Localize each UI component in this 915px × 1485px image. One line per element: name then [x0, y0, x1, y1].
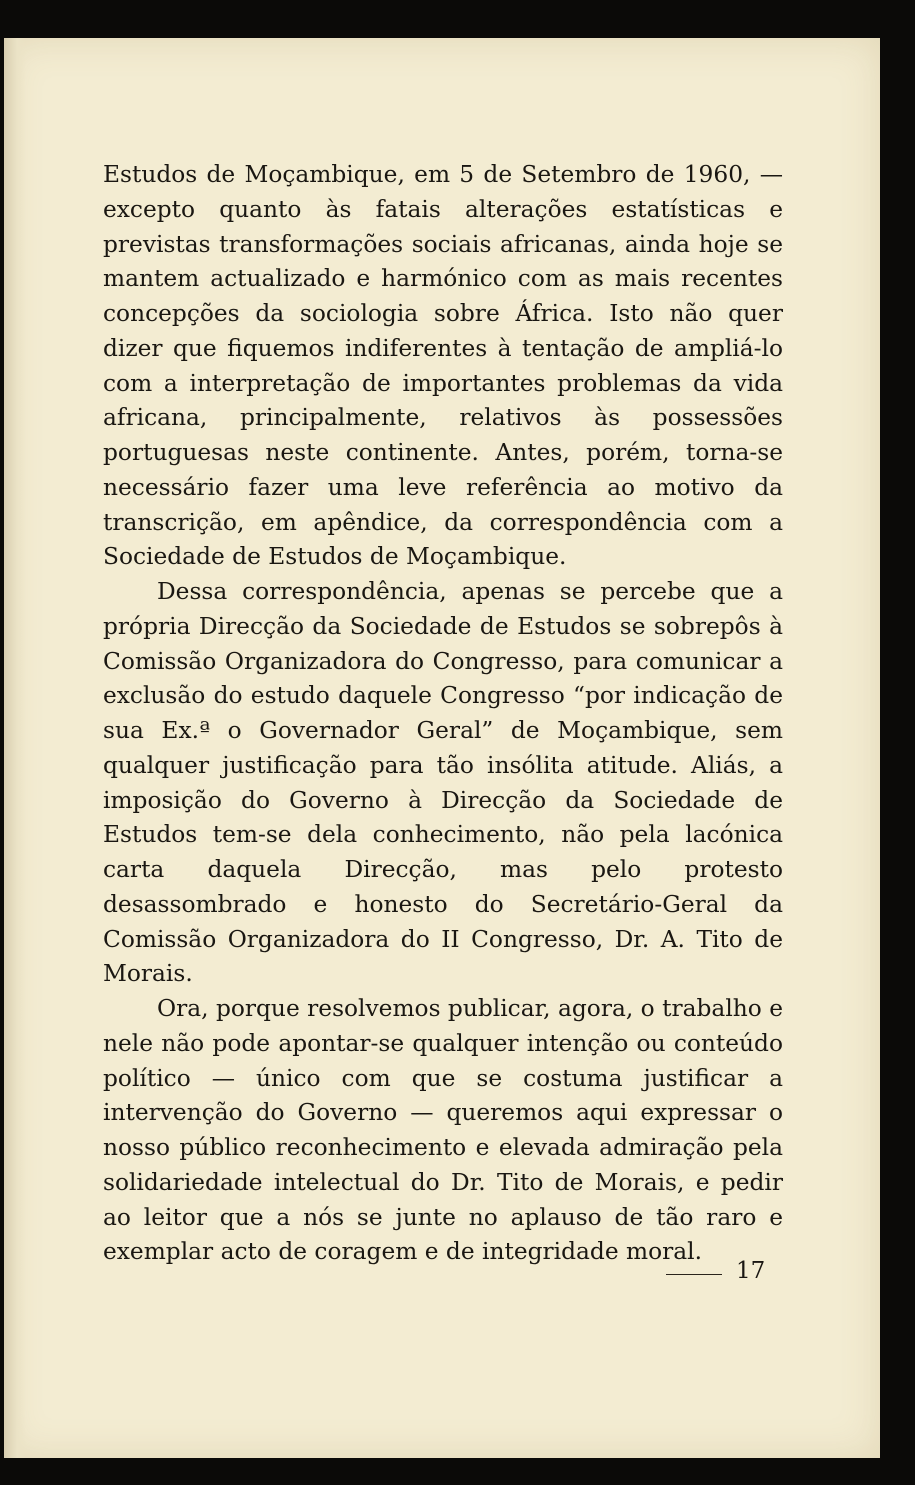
paragraph-acknowledgement: Ora, porque resolvemos publicar, agora, o trabalho e nele não pode apontar-se qualquer intenção ou conteúdo político — único com que se costuma justificar a intervenção do Governo — queremos aqui expressar o nosso público reconhecimento e elevada admiração pela solidariedade intelectual do Dr. Tito de Morais, e pedir ao leitor que a nós se junte no aplauso de tão raro e exemplar acto de coragem e de integridade moral. — [103, 995, 783, 1266]
body-text — [103, 158, 783, 1270]
page-number: 17 — [736, 1258, 766, 1284]
scan-border-corner — [0, 0, 40, 38]
paragraph-continued: Estudos de Moçambique, em 5 de Setembro de 1960, — excepto quanto às fatais alterações estatísticas e previstas transformações sociais africanas, ainda hoje se mantem actualizado e harmónico com as mais recentes concepções da sociologia sobre África. Isto não quer dizer que fiquemos indiferentes à tentação de ampliá-lo com a interpretação de importantes problemas da vida africana, principalmente, relativos às possessões portuguesas neste continente. Antes, porém, torna-se necessário fazer uma leve referência ao motivo da transcrição, em apêndice, da correspondência com a Sociedade de Estudos de Moçambique. — [103, 161, 783, 571]
page-footer — [666, 1258, 770, 1288]
page-binding-edge — [4, 38, 26, 1458]
footer-rule — [666, 1274, 722, 1275]
paragraph-correspondence: Dessa correspondência, apenas se percebe que a própria Direcção da Sociedade de Estudos se sobrepôs à Comissão Organizadora do Congresso, para comunicar a exclusão do estudo daquele Congresso “por indicação de sua Ex.ª o Governador Geral” de Moçambique, sem qualquer justificação para tão insólita atitude. Aliás, a imposição do Governo à Direcção da Sociedade de Estudos tem-se dela conhecimento, não pela lacónica carta daquela Direcção, mas pelo protesto desassombrado e honesto do Secretário-Geral da Comissão Organizadora do II Congresso, Dr. A. Tito de Morais. — [103, 578, 783, 988]
